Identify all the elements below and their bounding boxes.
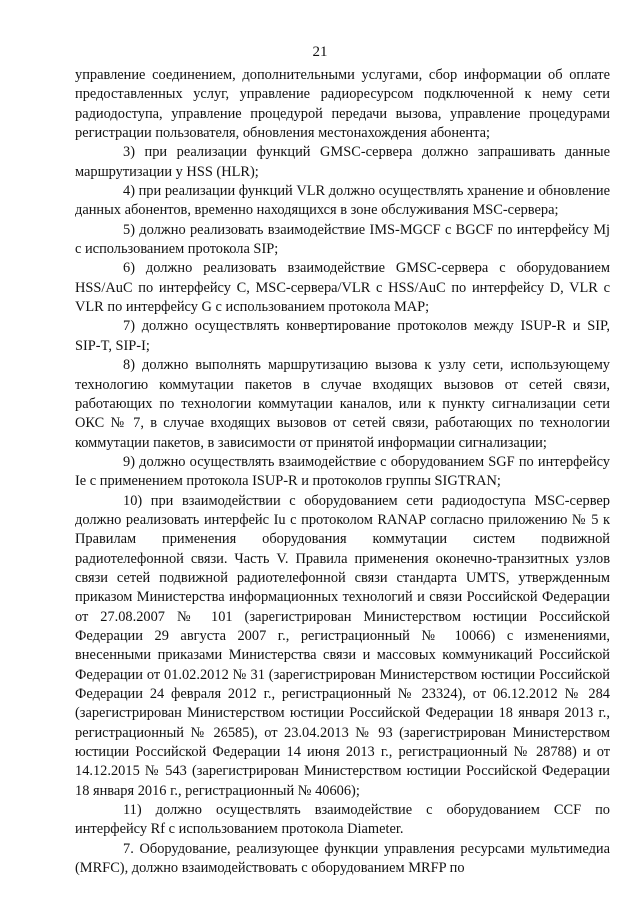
paragraph-item-5: 5) должно реализовать взаимодействие IMS-MGCF с BGCF по интерфейсу Mj с использованием протокола SIP; [75,221,610,258]
paragraph-item-8: 8) должно выполнять маршрутизацию вызова к узлу сети, использующему технологию коммутации пакетов в случае входящих вызовов от сетей связи, работающих по технологии коммутации каналов, или к пункту сигнализации сети ОКС № 7, в случае входящих вызовов от сетей связи, работающих по технологии коммутации пакетов, в зависимости от принятой информации сигнализации; [75,357,610,451]
paragraph-item-11: 11) должно осуществлять взаимодействие с оборудованием CCF по интерфейсу Rf с использованием протокола Diameter. [75,802,610,838]
paragraph-item-6: 6) должно реализовать взаимодействие GMSC-сервера с оборудованием HSS/AuC по интерфейсу C, MSC-сервера/VLR с HSS/AuC по интерфейсу D, VLR с VLR по интерфейсу G с использованием протокола MAP; [75,260,610,316]
paragraph-item-4: 4) при реализации функций VLR должно осуществлять хранение и обновление данных абонентов, временно находящихся в зоне обслуживания MSC-сервера; [75,183,610,219]
paragraph-section-7: 7. Оборудование, реализующее функции управления ресурсами мультимедиа (MRFC), должно взаимодействовать с оборудованием MRFP по [75,840,610,877]
paragraph-item-7: 7) должно осуществлять конвертирование протоколов между ISUP-R и SIP, SIP-T, SIP-I; [75,318,610,354]
paragraph-item-9: 9) должно осуществлять взаимодействие с оборудованием SGF по интерфейсу Ie с применением протокола ISUP-R и протоколов группы SIGTRAN; [75,453,610,490]
paragraph-item-3: 3) при реализации функций GMSC-сервера должно запрашивать данные маршрутизации у HSS (HLR); [75,144,610,180]
document-body [75,66,610,878]
paragraph-item-10: 10) при взаимодействии с оборудованием сети радиодоступа MSC-сервер должно реализовать интерфейс Iu с протоколом RANAP согласно приложению № 5 к Правилам применения оборудования коммутации систем подвижной радиотелефонной связи. Часть V. Правила применения оконечно-транзитных узлов связи сетей подвижной радиотелефонной связи стандарта UMTS, утвержденным приказом Министерства информационных технологий и связи Российской Федерации от 27.08.2007 № 101 (зарегистрирован Министерством юстиции Российской Федерации 29 августа 2007 г., регистрационный № 10066) с изменениями, внесенными приказами Министерства связи и массовых коммуникаций Российской Федерации от 01.02.2012 № 31 (зарегистрирован Министерством юстиции Российской Федерации 24 февраля 2012 г., регистрационный № 23324), от 06.12.2012 № 284 (зарегистрирован Министерством юстиции Российской Федерации 18 января 2013 г., регистрационный № 26585), от 23.04.2013 № 93 (зарегистрирован Министерством юстиции Российской Федерации 14 июня 2013 г., регистрационный № 28788) и от 14.12.2015 № 543 (зарегистрирован Министерством юстиции Российской Федерации 18 января 2016 г., регистрационный № 40606); [75,492,610,799]
paragraph-continuation: управление соединением, дополнительными услугами, сбор информации об оплате предоставленных услуг, управление радиоресурсом подключенной к нему сети радиодоступа, управление процедурой передачи вызова, управление процедурами регистрации пользователя, обновления местонахождения абонента; [75,67,610,142]
page-number: 21 [312,44,328,60]
